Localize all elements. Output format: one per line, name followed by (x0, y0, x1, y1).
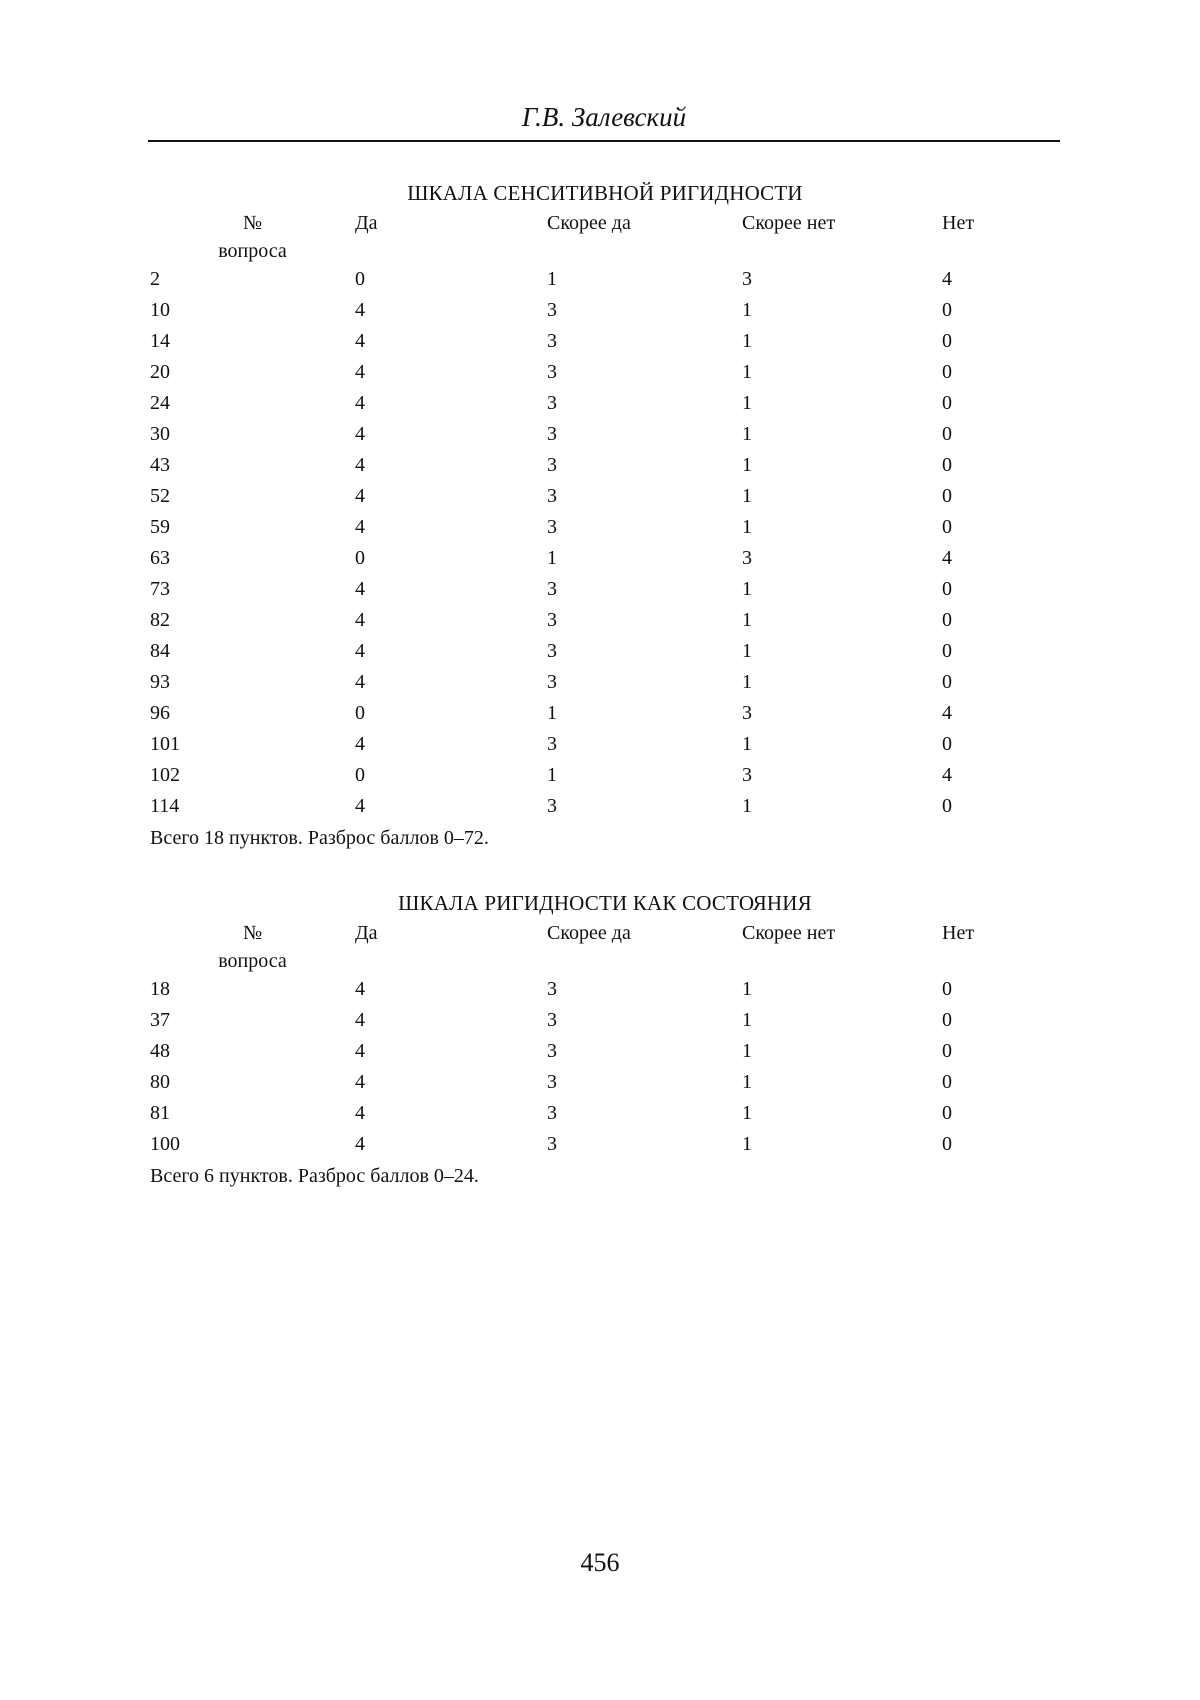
table-row (150, 1005, 974, 1036)
page-number: 456 (580, 1548, 620, 1577)
table-row (150, 264, 974, 295)
table-row (150, 698, 974, 729)
col-header-no: Нет (942, 922, 975, 944)
row-question-number: 48 (150, 1040, 170, 1062)
col-header-rather-yes: Скорее да (547, 922, 631, 944)
score-table (150, 208, 974, 822)
row-rather-yes-score: 3 (547, 1102, 557, 1124)
row-no-score: 4 (942, 268, 952, 290)
row-rather-no-score: 1 (742, 485, 752, 507)
col-header-rather-no: Скорее нет (742, 212, 836, 234)
row-rather-yes-score: 3 (547, 978, 557, 1000)
table-row (150, 419, 974, 450)
col-subheader-question: вопроса (218, 950, 287, 972)
row-no-score: 0 (942, 578, 952, 600)
row-yes-score: 0 (355, 764, 365, 786)
row-rather-no-score: 1 (742, 733, 752, 755)
row-rather-no-score: 3 (742, 702, 752, 724)
table-row (150, 667, 974, 698)
header-author: Г.В. Залевский (521, 102, 687, 132)
row-rather-no-score: 1 (742, 392, 752, 414)
row-no-score: 4 (942, 547, 952, 569)
row-yes-score: 0 (355, 547, 365, 569)
row-yes-score: 4 (355, 330, 365, 352)
row-rather-no-score: 1 (742, 361, 752, 383)
col-header-no: Нет (942, 212, 975, 234)
row-yes-score: 4 (355, 361, 365, 383)
row-no-score: 4 (942, 764, 952, 786)
row-question-number: 93 (150, 671, 170, 693)
row-question-number: 96 (150, 702, 170, 724)
row-no-score: 0 (942, 795, 952, 817)
table-row (150, 295, 974, 326)
row-question-number: 100 (150, 1133, 180, 1155)
row-question-number: 30 (150, 423, 170, 445)
section-sensitive-rigidity (150, 178, 1060, 854)
row-rather-no-score: 1 (742, 578, 752, 600)
table-row (150, 1098, 974, 1129)
row-rather-yes-score: 3 (547, 516, 557, 538)
row-rather-no-score: 1 (742, 423, 752, 445)
row-yes-score: 4 (355, 978, 365, 1000)
row-rather-yes-score: 3 (547, 1133, 557, 1155)
row-yes-score: 4 (355, 578, 365, 600)
row-question-number: 43 (150, 454, 170, 476)
table-row (150, 1067, 974, 1098)
row-no-score: 0 (942, 454, 952, 476)
row-rather-yes-score: 3 (547, 485, 557, 507)
row-yes-score: 4 (355, 609, 365, 631)
row-rather-yes-score: 3 (547, 1009, 557, 1031)
row-rather-no-score: 1 (742, 1040, 752, 1062)
row-question-number: 20 (150, 361, 170, 383)
row-question-number: 101 (150, 733, 180, 755)
row-no-score: 0 (942, 516, 952, 538)
running-header (148, 96, 1060, 142)
row-rather-yes-score: 3 (547, 361, 557, 383)
row-question-number: 84 (150, 640, 170, 662)
col-header-rather-yes: Скорее да (547, 212, 631, 234)
row-question-number: 73 (150, 578, 170, 600)
table-row (150, 512, 974, 543)
row-no-score: 0 (942, 609, 952, 631)
table-row (150, 543, 974, 574)
table-subheader-row (150, 238, 974, 264)
row-rather-no-score: 1 (742, 640, 752, 662)
row-no-score: 0 (942, 361, 952, 383)
row-yes-score: 4 (355, 733, 365, 755)
row-no-score: 0 (942, 1009, 952, 1031)
row-no-score: 0 (942, 978, 952, 1000)
row-yes-score: 0 (355, 268, 365, 290)
row-yes-score: 0 (355, 702, 365, 724)
table-row (150, 357, 974, 388)
row-rather-yes-score: 3 (547, 330, 557, 352)
col-subheader-question: вопроса (218, 240, 287, 262)
row-rather-yes-score: 1 (547, 702, 557, 724)
row-rather-yes-score: 3 (547, 578, 557, 600)
row-yes-score: 4 (355, 485, 365, 507)
col-header-rather-no: Скорее нет (742, 922, 836, 944)
row-question-number: 37 (150, 1009, 170, 1031)
row-rather-no-score: 1 (742, 299, 752, 321)
row-rather-yes-score: 1 (547, 764, 557, 786)
col-header-number: № (242, 212, 263, 234)
row-yes-score: 4 (355, 299, 365, 321)
row-no-score: 0 (942, 330, 952, 352)
score-table (150, 918, 974, 1160)
row-yes-score: 4 (355, 1133, 365, 1155)
row-question-number: 82 (150, 609, 170, 631)
row-rather-no-score: 1 (742, 1071, 752, 1093)
row-rather-yes-score: 3 (547, 454, 557, 476)
table-row (150, 481, 974, 512)
table-row (150, 760, 974, 791)
row-no-score: 0 (942, 423, 952, 445)
section-state-rigidity (150, 888, 1060, 1192)
table-row (150, 636, 974, 667)
row-rather-yes-score: 3 (547, 299, 557, 321)
col-header-yes: Да (355, 212, 378, 234)
row-rather-no-score: 1 (742, 609, 752, 631)
row-question-number: 59 (150, 516, 170, 538)
row-yes-score: 4 (355, 454, 365, 476)
row-yes-score: 4 (355, 423, 365, 445)
row-yes-score: 4 (355, 795, 365, 817)
table-body (150, 264, 974, 822)
row-yes-score: 4 (355, 1009, 365, 1031)
row-rather-no-score: 1 (742, 978, 752, 1000)
row-rather-yes-score: 3 (547, 733, 557, 755)
row-question-number: 2 (150, 268, 160, 290)
row-rather-yes-score: 3 (547, 1071, 557, 1093)
row-no-score: 0 (942, 1071, 952, 1093)
row-no-score: 0 (942, 1040, 952, 1062)
row-rather-no-score: 1 (742, 1102, 752, 1124)
section-note: Всего 6 пунктов. Разброс баллов 0–24. (150, 1165, 479, 1187)
row-yes-score: 4 (355, 392, 365, 414)
table-row (150, 1129, 974, 1160)
row-rather-yes-score: 1 (547, 268, 557, 290)
row-rather-yes-score: 3 (547, 671, 557, 693)
row-rather-no-score: 1 (742, 1009, 752, 1031)
row-question-number: 10 (150, 299, 170, 321)
row-rather-no-score: 1 (742, 1133, 752, 1155)
row-yes-score: 4 (355, 1102, 365, 1124)
row-no-score: 0 (942, 299, 952, 321)
table-header-row (150, 918, 974, 948)
table-row (150, 388, 974, 419)
row-question-number: 63 (150, 547, 170, 569)
table-row (150, 450, 974, 481)
row-question-number: 80 (150, 1071, 170, 1093)
row-yes-score: 4 (355, 516, 365, 538)
col-header-yes: Да (355, 922, 378, 944)
table-row (150, 1036, 974, 1067)
row-rather-no-score: 1 (742, 795, 752, 817)
row-yes-score: 4 (355, 671, 365, 693)
table-row (150, 574, 974, 605)
row-rather-yes-score: 3 (547, 795, 557, 817)
row-rather-yes-score: 1 (547, 547, 557, 569)
row-question-number: 102 (150, 764, 180, 786)
table-subheader-row (150, 948, 974, 974)
row-no-score: 0 (942, 1102, 952, 1124)
row-rather-yes-score: 3 (547, 1040, 557, 1062)
section-note: Всего 18 пунктов. Разброс баллов 0–72. (150, 827, 489, 849)
row-question-number: 14 (150, 330, 170, 352)
row-yes-score: 4 (355, 1071, 365, 1093)
row-rather-no-score: 3 (742, 764, 752, 786)
row-no-score: 0 (942, 1133, 952, 1155)
row-rather-no-score: 1 (742, 516, 752, 538)
col-header-number: № (242, 922, 263, 944)
row-yes-score: 4 (355, 640, 365, 662)
row-question-number: 52 (150, 485, 170, 507)
row-rather-no-score: 1 (742, 454, 752, 476)
table-body (150, 974, 974, 1160)
row-rather-yes-score: 3 (547, 392, 557, 414)
table-row (150, 605, 974, 636)
table-row (150, 326, 974, 357)
row-question-number: 18 (150, 978, 170, 1000)
row-rather-yes-score: 3 (547, 609, 557, 631)
row-rather-yes-score: 3 (547, 423, 557, 445)
table-row (150, 974, 974, 1005)
row-question-number: 114 (150, 795, 180, 817)
table-row (150, 791, 974, 822)
row-rather-yes-score: 3 (547, 640, 557, 662)
row-rather-no-score: 1 (742, 330, 752, 352)
row-no-score: 4 (942, 702, 952, 724)
section-title: ШКАЛА РИГИДНОСТИ КАК СОСТОЯНИЯ (398, 891, 812, 915)
row-no-score: 0 (942, 671, 952, 693)
section-title: ШКАЛА СЕНСИТИВНОЙ РИГИДНОСТИ (407, 181, 803, 205)
row-yes-score: 4 (355, 1040, 365, 1062)
row-rather-no-score: 3 (742, 268, 752, 290)
table-header-row (150, 208, 974, 238)
row-no-score: 0 (942, 392, 952, 414)
row-question-number: 24 (150, 392, 170, 414)
row-rather-no-score: 3 (742, 547, 752, 569)
row-rather-no-score: 1 (742, 671, 752, 693)
row-no-score: 0 (942, 640, 952, 662)
row-no-score: 0 (942, 485, 952, 507)
table-row (150, 729, 974, 760)
row-question-number: 81 (150, 1102, 170, 1124)
row-no-score: 0 (942, 733, 952, 755)
